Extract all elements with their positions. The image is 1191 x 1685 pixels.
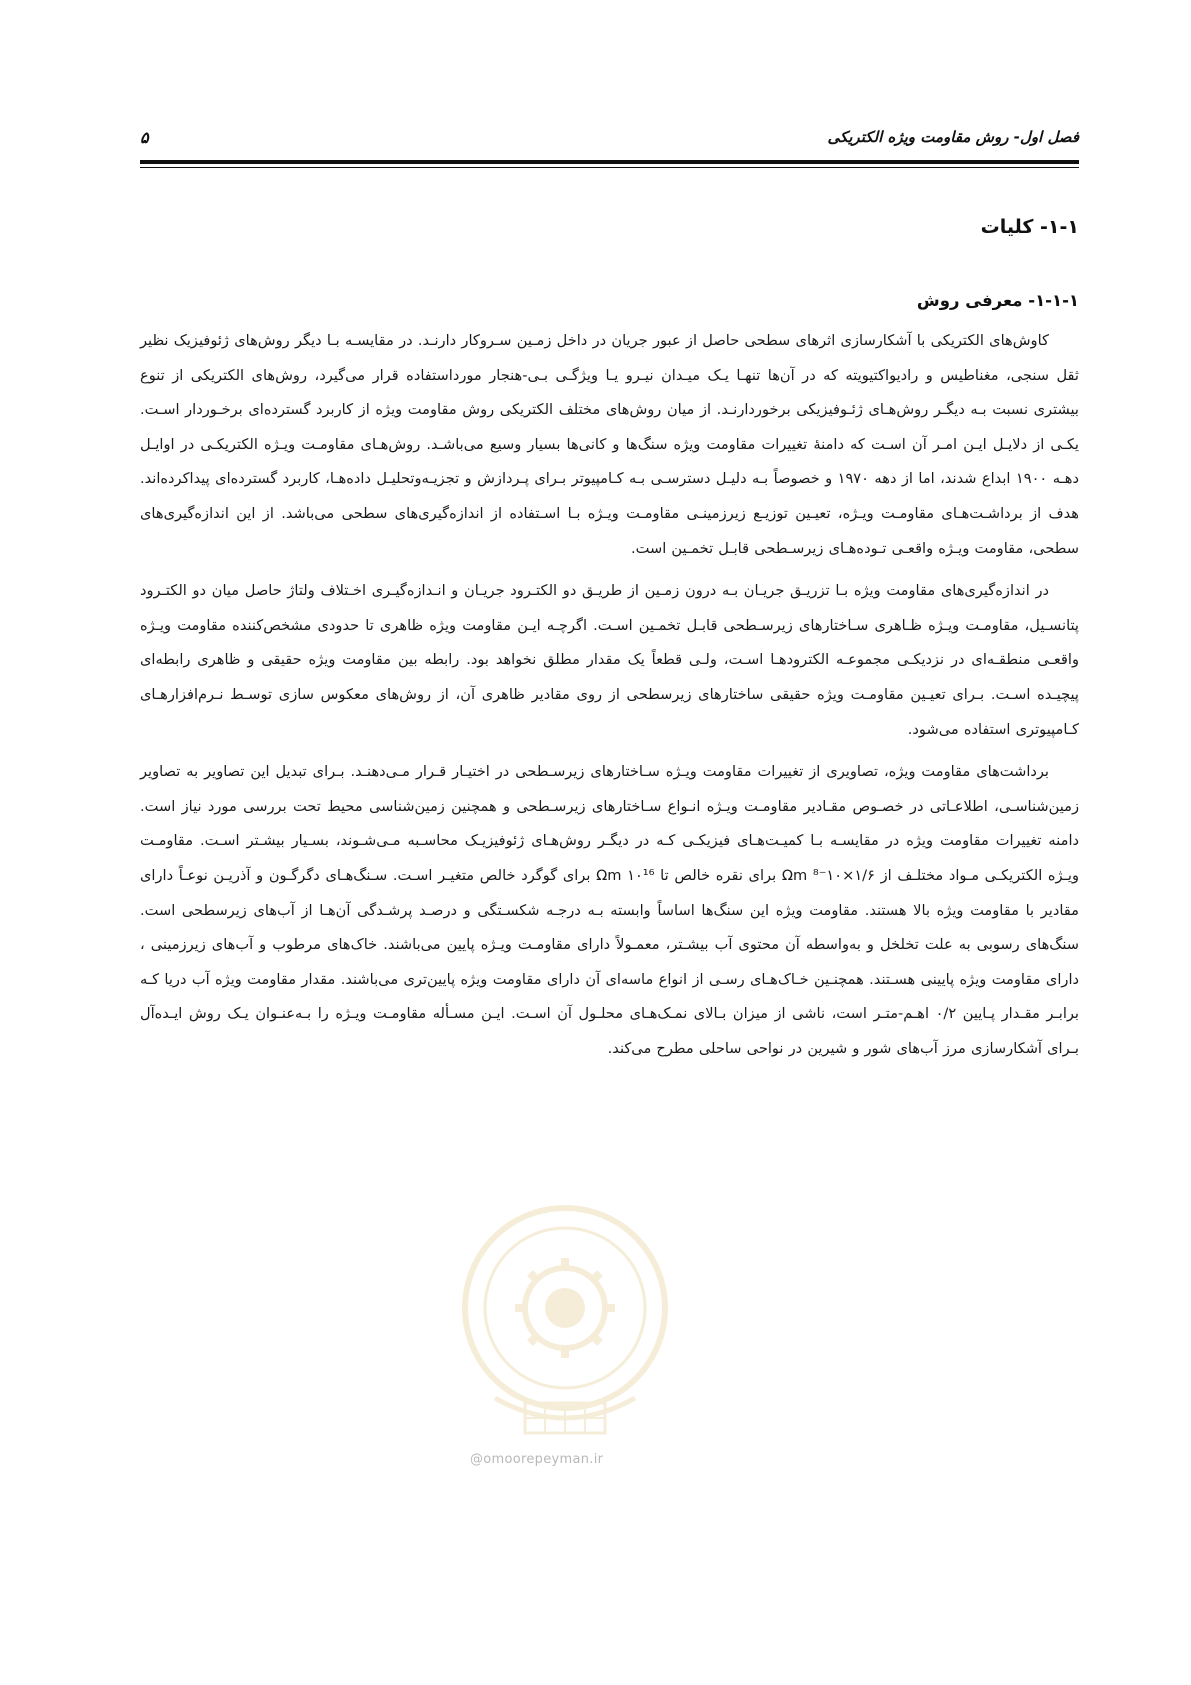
- section-heading: ۱-۱- کلیات: [980, 216, 1079, 238]
- page-number: ۵: [140, 128, 149, 147]
- publisher-seal-watermark: [455, 1198, 675, 1448]
- subsection-heading: ۱-۱-۱- معرفی روش: [916, 291, 1079, 310]
- running-header: [140, 128, 1079, 154]
- paragraph-intro: کاوش‌های الکتریکی با آشکارسازی اثرهای سطحی حاصل از عبور جریان در داخل زمـین سـروکار دارنـد. در مقایسـه بـا دیگر روش‌های ژئوفیزیک نظیر ثقل سنجی، مغناطیس و رادیواکتیویته که در آن‌ها تنهـا یـک میـدان نیـرو یـا ویژگـی بـی-هنجار مورداستفاده قرار می‌گیرد، روش‌های الکتریکی از تنوع بیشتری نسبت بـه دیگـر روش‌هـای ژئـوفیزیکی برخوردارنـد. از میان روش‌های مختلف الکتریکی روش مقاومت ویژه از کاربرد گسترده‌ای برخـوردار اسـت. یکـی از دلایـل ایـن امـر آن اسـت که دامنهٔ تغییرات مقاومت ویژه سنگ‌ها و کانی‌ها بسیار وسیع می‌باشـد. روش‌هـای مقاومـت ویـژه الکتریکـی در اوایـل دهـه ۱۹۰۰ ابداع شدند، اما از دهه ۱۹۷۰ و خصوصاً بـه دلیـل دسترسـی بـه کـامپیوتر بـرای پـردازش و تجزیـه‌وتحلیـل داده‌هـا، کاربرد گسترده‌ای پیداکرده‌اند. هدف از برداشـت‌هـای مقاومـت ویـژه، تعیـین توزیـع زیرزمینـی مقاومـت ویـژه بـا اسـتفاده از اندازه‌گیری‌های سطحی می‌باشد. از این اندازه‌گیری‌های سطحی، مقاومت ویـژه واقعـی تـوده‌هـای زیرسـطحی قابـل تخمـین است.: [140, 332, 1079, 557]
- header-rule-thin: [140, 167, 1079, 168]
- paragraph-resistivity-range: برداشت‌های مقاومت ویژه، تصاویری از تغییرات مقاومت ویـژه سـاختارهای زیرسـطحی در اختیـار قـرار مـی‌دهنـد. بـرای تبدیل این تصاویر به تصاویر زمین‌شناسـی، اطلاعـاتی در خصـوص مقـادیر مقاومـت ویـژه انـواع سـاختارهای زیرسـطحی و همچنین زمین‌شناسی محیط تحت بررسی مورد نیاز است. دامنه تغییرات مقاومت ویژه در مقایسـه بـا کمیـت‌هـای فیزیکـی کـه در دیگـر روش‌هـای ژئوفیزیـک محاسـبه مـی‌شـوند، بسـیار بیشـتر اسـت. مقاومـت ویـژه الکتریکـی مـواد مختلـف از ۱/۶×۱۰⁻⁸ Ωm برای نقره خالص تا ۱۰¹⁶ Ωm برای گوگرد خالص متغیـر اسـت. سـنگ‌هـای دگرگـون و آذریـن نوعـاً دارای مقادیر با مقاومت ویژه بالا هستند. مقاومت ویژه این سنگ‌ها اساساً وابسته بـه درجـه شکسـتگی و درصـد پرشـدگی آن‌هـا از آب‌های زیرسطحی است. سنگ‌های رسوبی به علت تخلخل و به‌واسطه آن محتوی آب بیشـتر، معمـولاً دارای مقاومـت ویـژه پایین می‌باشند. خاک‌های مرطوب و آب‌های زیرزمینی ، دارای مقاومت ویژه پایینی هسـتند. همچنـین خـاک‌هـای رسـی از انواع ماسه‌ای آن دارای مقاومت ویژه پایین‌تری می‌باشند. مقدار مقاومت ویژه آب دریا کـه برابـر مقـدار پـایین ۰/۲ اهـم-متـر است، ناشی از میزان بـالای نمـک‌هـای محلـول آن اسـت. ایـن مسـأله مقاومـت ویـژه را بـه‌عنـوان یـک روش ایـده‌آل بـرای آشکارسازی مرز آب‌های شور و شیرین در نواحی ساحلی مطرح می‌کند.: [140, 763, 1079, 1057]
- main-content: [140, 210, 1079, 1074]
- watermark-url: @omoorepeyman.ir: [470, 1452, 604, 1467]
- paragraph-apparent-resistivity: در اندازه‌گیری‌های مقاومت ویژه بـا تزریـق جریـان بـه درون زمـین از طریـق دو الکتـرود جریـان و انـدازه‌گیـری اخـتلاف ولتاژ حاصل میان دو الکتـرود پتانسـیل، مقاومـت ویـژه ظـاهری سـاختارهای زیرسـطحی قابـل تخمـین اسـت. اگرچـه ایـن مقاومت ویژه ظاهری تا حدودی مشخص‌کننده مقاومت ویـژه واقعـی منطقـه‌ای در نزدیکـی مجموعـه الکترودهـا اسـت، ولـی قطعاً یک مقدار مطلق نخواهد بود. رابطه بین مقاومت ویژه حقیقی و ظاهری رابطه‌ای پیچیـده اسـت. بـرای تعیـین مقاومـت ویژه حقیقی ساختارهای زیرسطحی از روی مقادیر ظاهری آن، از روش‌های معکوس سازی توسـط نـرم‌افزارهـای کـامپیوتری استفاده می‌شود.: [140, 582, 1079, 738]
- header-rule-thick: [140, 160, 1079, 164]
- running-title: فصل اول- روش مقاومت ویژه الکتریکی: [827, 128, 1079, 146]
